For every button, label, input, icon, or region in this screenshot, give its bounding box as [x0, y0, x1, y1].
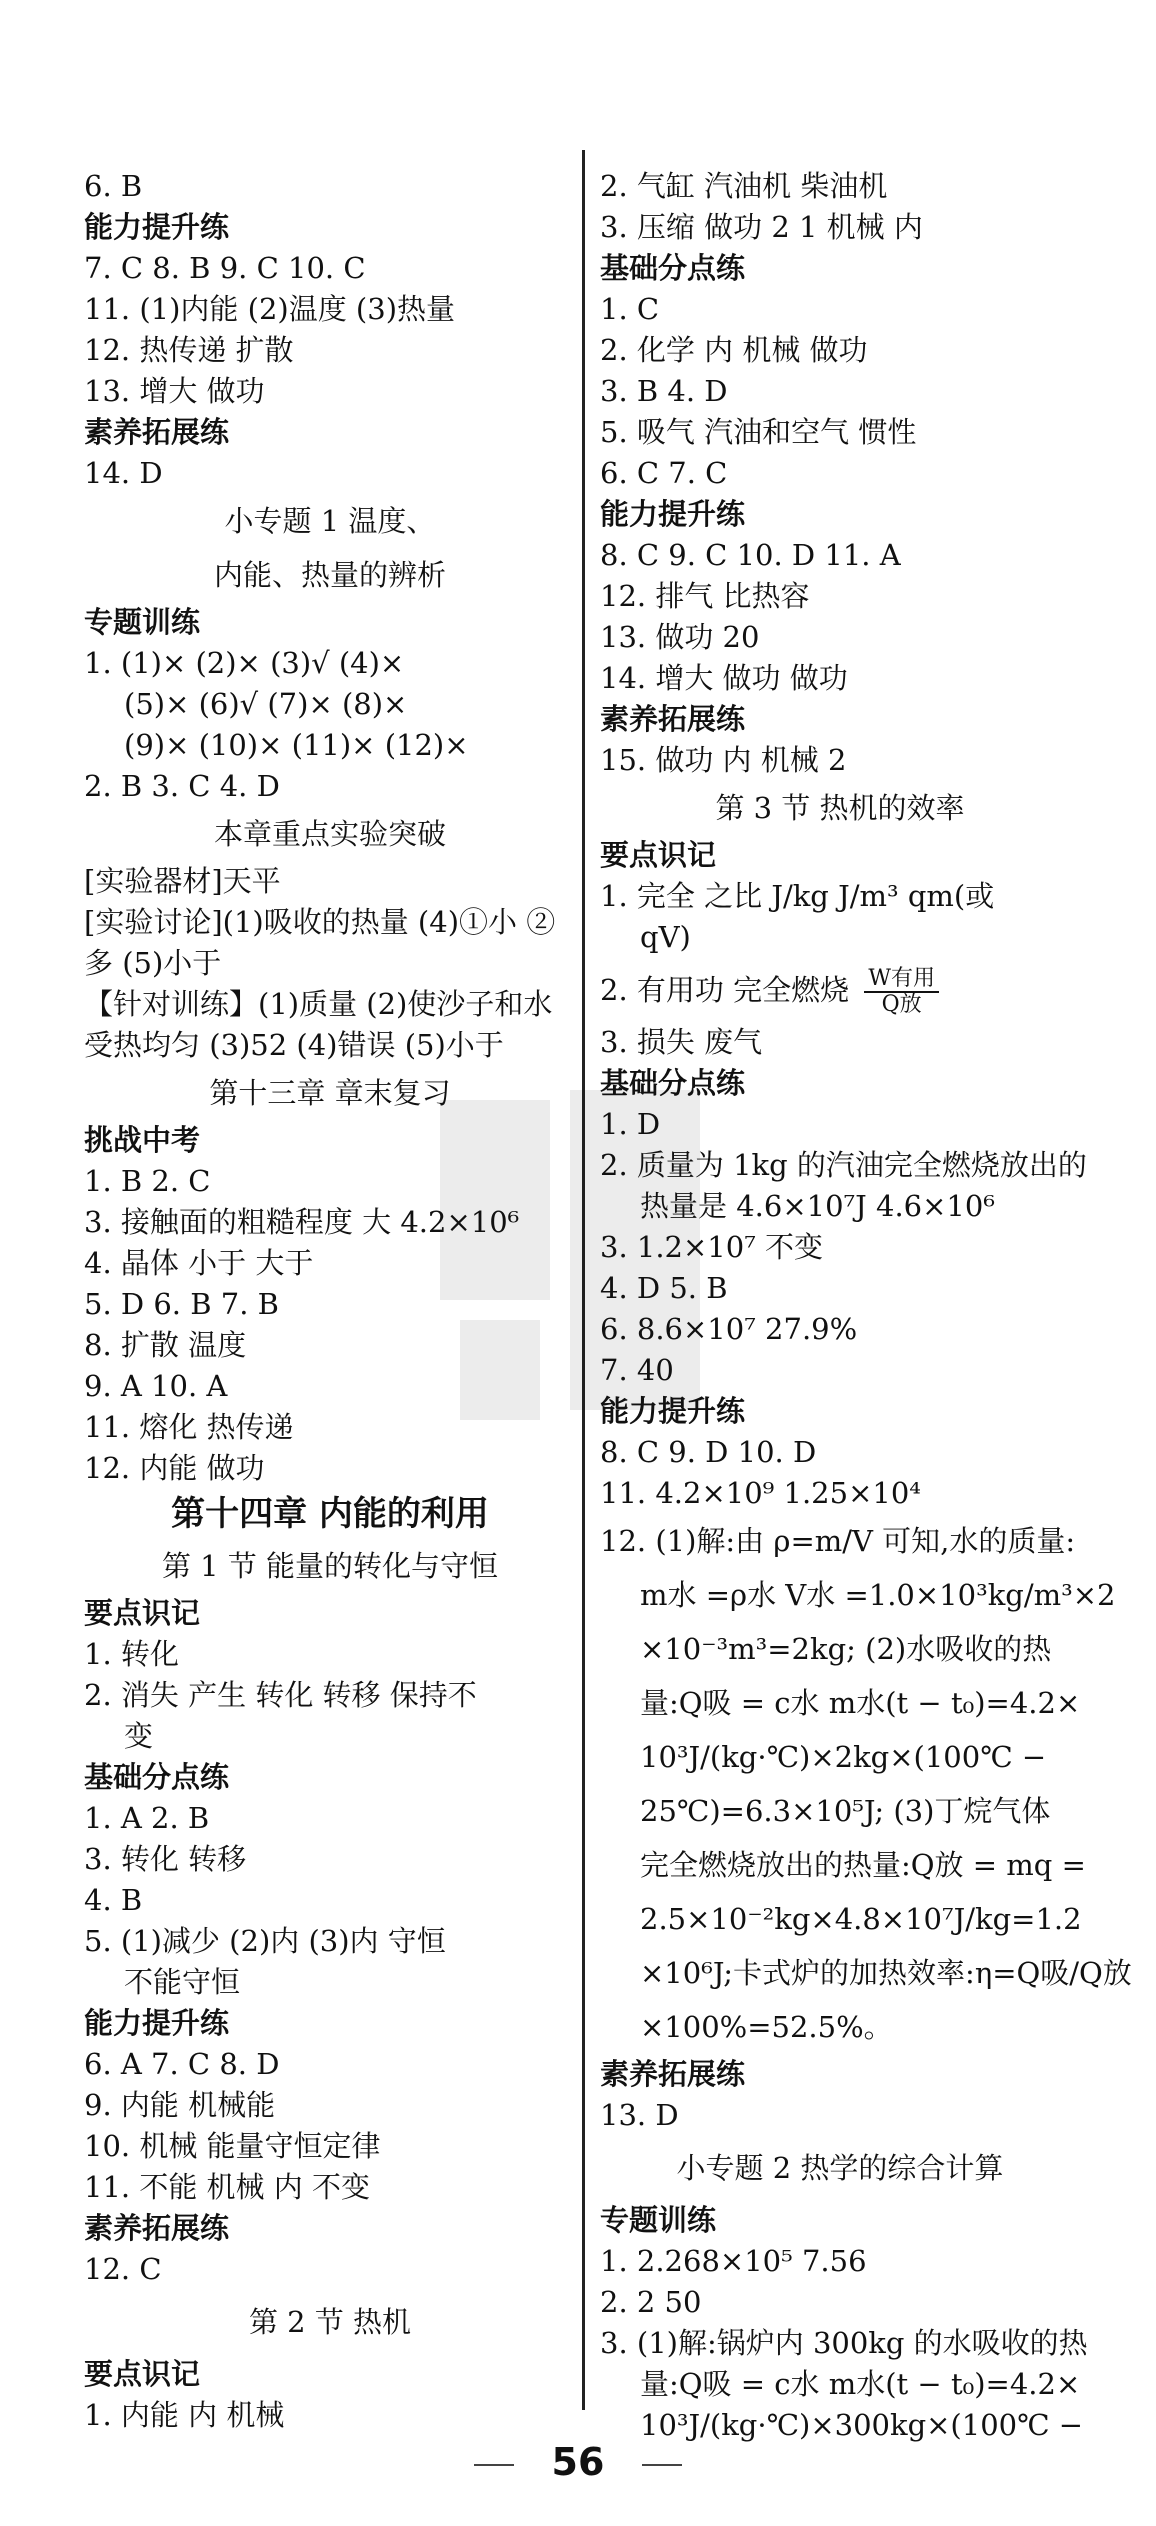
answer-line: 6. B	[84, 169, 143, 203]
formula-line	[600, 958, 1080, 1022]
section-heading: 素养拓展练	[600, 2057, 746, 2091]
answer-line: 1. A 2. B	[84, 1801, 210, 1835]
answer-line: 1. (1)× (2)× (3)√ (4)×	[84, 646, 405, 680]
answer-line: 7. 40	[600, 1353, 674, 1387]
section-heading: 能力提升练	[84, 2006, 230, 2040]
answer-line: 12. 排气 比热容	[600, 579, 810, 613]
answer-line: 8. C 9. D 10. D	[600, 1435, 817, 1469]
answer-line: 1. 内能 内 机械	[84, 2398, 285, 2432]
section-heading: 专题训练	[84, 605, 201, 639]
answer-line: ×10⁻³m³=2kg; (2)水吸收的热	[640, 1632, 1052, 1666]
answer-line: [实验器材]天平	[84, 864, 281, 898]
section-heading: 素养拓展练	[600, 702, 746, 736]
answer-line: ×100%=52.5%。	[640, 2010, 893, 2044]
answer-line: 3. 1.2×10⁷ 不变	[600, 1230, 824, 1264]
answer-line: 5. 吸气 汽油和空气 惯性	[600, 415, 917, 449]
answer-line: 小专题 1 温度、	[224, 504, 436, 538]
answer-line: ×10⁶J;卡式炉的加热效率:η=Q吸/Q放	[640, 1956, 1132, 1990]
section-heading: 素养拓展练	[84, 2211, 230, 2245]
answer-line: [实验讨论](1)吸收的热量 (4)①小 ②	[84, 905, 556, 939]
efficiency-fraction	[864, 967, 939, 1017]
answer-line: 第 1 节 能量的转化与守恒	[161, 1549, 499, 1583]
answer-line: m水 =ρ水 V水 =1.0×10³kg/m³×2	[640, 1578, 1116, 1612]
answer-line: 6. 8.6×10⁷ 27.9%	[600, 1312, 858, 1346]
answer-line: 热量是 4.6×10⁷J 4.6×10⁶	[640, 1189, 995, 1223]
answer-line: 多 (5)小于	[84, 946, 222, 980]
answer-line: (5)× (6)√ (7)× (8)×	[124, 687, 408, 721]
section-heading: 要点识记	[600, 838, 717, 872]
answer-line: 变	[124, 1719, 154, 1753]
left-column	[84, 166, 576, 2436]
section-heading: 基础分点练	[600, 1066, 746, 1100]
answer-line: 13. D	[600, 2098, 679, 2132]
answer-line: 2. 消失 产生 转化 转移 保持不	[84, 1678, 477, 1712]
answer-line: 3. B 4. D	[600, 374, 728, 408]
right-column	[600, 166, 1132, 2446]
page-number-footer	[0, 2440, 1156, 2484]
answer-line: (9)× (10)× (11)× (12)×	[124, 728, 469, 762]
answer-line: 11. 不能 机械 内 不变	[84, 2170, 370, 2204]
answer-line: 1. 完全 之比 J/kg J/m³ qm(或	[600, 879, 995, 913]
answer-line: 3. 压缩 做功 2 1 机械 内	[600, 210, 923, 244]
answer-line: 2. 质量为 1kg 的汽油完全燃烧放出的	[600, 1148, 1087, 1182]
answer-line: 2. B 3. C 4. D	[84, 769, 280, 803]
answer-line: 11. 4.2×10⁹ 1.25×10⁴	[600, 1476, 921, 1510]
answer-line: 8. 扩散 温度	[84, 1328, 247, 1362]
answer-line: 15. 做功 内 机械 2	[600, 743, 847, 777]
answer-line: 2.5×10⁻²kg×4.8×10⁷J/kg=1.2	[640, 1902, 1082, 1936]
answer-line: 10. 机械 能量守恒定律	[84, 2129, 381, 2163]
right-column-part-a	[600, 166, 1080, 958]
footer-dash-left	[474, 2464, 514, 2466]
answer-line: 4. D 5. B	[600, 1271, 728, 1305]
section-heading: 能力提升练	[600, 1394, 746, 1428]
answer-line: 8. C 9. C 10. D 11. A	[600, 538, 901, 572]
section-heading: 基础分点练	[600, 251, 746, 285]
answer-line: 9. 内能 机械能	[84, 2088, 276, 2122]
answer-line: 1. C	[600, 292, 660, 326]
answer-line: 小专题 2 热学的综合计算	[676, 2151, 1004, 2185]
answer-line: 11. (1)内能 (2)温度 (3)热量	[84, 292, 456, 326]
answer-line: 量:Q吸 = c水 m水(t − t₀)=4.2×	[640, 2367, 1081, 2401]
section-heading: 素养拓展练	[84, 415, 230, 449]
answer-line: 1. 2.268×10⁵ 7.56	[600, 2244, 867, 2278]
answer-line: 内能、热量的辨析	[213, 558, 446, 592]
answer-line: 6. C 7. C	[600, 456, 728, 490]
answer-line: 2. 化学 内 机械 做功	[600, 333, 868, 367]
formula-prefix: 2. 有用功 完全燃烧	[600, 973, 850, 1007]
answer-line: 受热均匀 (3)52 (4)错误 (5)小于	[84, 1028, 504, 1062]
answer-line: 3. 接触面的粗糙程度 大 4.2×10⁶	[84, 1205, 520, 1239]
answer-line: 3. (1)解:锅炉内 300kg 的水吸收的热	[600, 2326, 1088, 2360]
answer-line: 4. 晶体 小于 大于	[84, 1246, 314, 1280]
answer-line: 1. B 2. C	[84, 1164, 211, 1198]
page-number: 56	[551, 2440, 605, 2484]
fraction-denominator: Q放	[881, 992, 922, 1017]
answer-line: 10³J/(kg·℃)×2kg×(100℃ −	[640, 1740, 1047, 1774]
section-heading: 挑战中考	[84, 1123, 201, 1157]
answer-line: 12. 内能 做功	[84, 1451, 265, 1485]
section-heading: 要点识记	[84, 1596, 201, 1630]
answer-line: 1. D	[600, 1107, 661, 1141]
answer-line: qV)	[640, 920, 691, 954]
answer-line: 2. 2 50	[600, 2285, 702, 2319]
answer-line: 2. 气缸 汽油机 柴油机	[600, 169, 888, 203]
section-heading: 专题训练	[600, 2203, 717, 2237]
fraction-numerator: W有用	[864, 967, 939, 993]
right-column-part-b	[600, 1022, 1132, 2446]
answer-line: 1. 转化	[84, 1637, 179, 1671]
answer-line: 3. 损失 废气	[600, 1025, 763, 1059]
answer-line: 第 2 节 热机	[248, 2305, 412, 2339]
answer-line: 25℃)=6.3×10⁵J; (3)丁烷气体	[640, 1794, 1051, 1828]
answer-line: 3. 转化 转移	[84, 1842, 247, 1876]
answer-line: 量:Q吸 = c水 m水(t − t₀)=4.2×	[640, 1686, 1081, 1720]
answer-line: 不能守恒	[124, 1965, 241, 1999]
answer-line: 【针对训练】(1)质量 (2)使沙子和水	[84, 987, 553, 1021]
answer-line: 本章重点实验突破	[213, 817, 446, 851]
answer-line: 5. (1)减少 (2)内 (3)内 守恒	[84, 1924, 446, 1958]
answer-line: 14. D	[84, 456, 163, 490]
answer-line: 11. 熔化 热传递	[84, 1410, 294, 1444]
footer-dash-right	[642, 2464, 682, 2466]
answer-line: 第 3 节 热机的效率	[715, 791, 965, 825]
section-heading: 能力提升练	[600, 497, 746, 531]
answer-line: 7. C 8. B 9. C 10. C	[84, 251, 366, 285]
answer-line: 14. 增大 做功 做功	[600, 661, 848, 695]
answer-line: 12. 热传递 扩散	[84, 333, 294, 367]
answer-line: 12. C	[84, 2252, 162, 2286]
answer-line: 完全燃烧放出的热量:Q放 = mq =	[640, 1848, 1086, 1882]
answer-line: 第十三章 章末复习	[209, 1076, 451, 1110]
answer-line: 4. B	[84, 1883, 143, 1917]
section-heading: 能力提升练	[84, 210, 230, 244]
section-heading: 要点识记	[84, 2357, 201, 2391]
answer-line: 12. (1)解:由 ρ=m/V 可知,水的质量:	[600, 1524, 1076, 1558]
answer-line: 13. 增大 做功	[84, 374, 265, 408]
answer-line: 9. A 10. A	[84, 1369, 228, 1403]
answer-line: 6. A 7. C 8. D	[84, 2047, 280, 2081]
answer-line: 10³J/(kg·℃)×300kg×(100℃ −	[640, 2408, 1084, 2442]
answer-line: 5. D 6. B 7. B	[84, 1287, 279, 1321]
section-heading: 基础分点练	[84, 1760, 230, 1794]
answer-line: 第十四章 内能的利用	[171, 1494, 489, 1534]
answer-line: 13. 做功 20	[600, 620, 760, 654]
